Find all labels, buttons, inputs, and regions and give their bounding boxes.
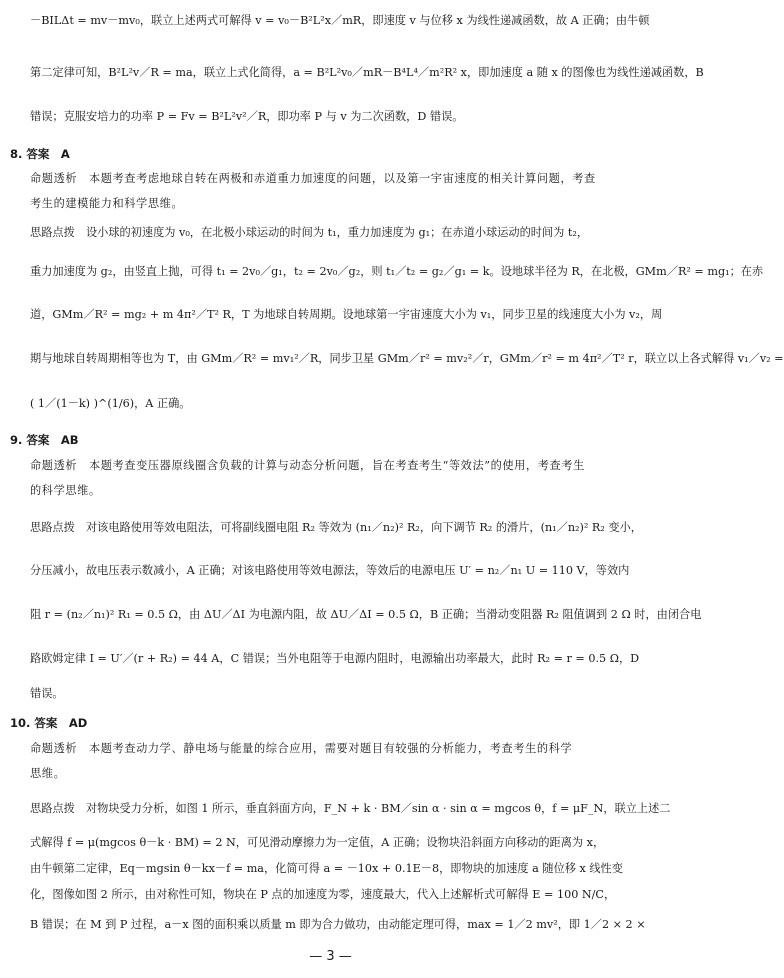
- text-line: 错误。: [30, 687, 64, 700]
- page-number: — 3 —: [309, 949, 352, 964]
- text-line: 思路点拨 对物块受力分析，如图 1 所示，垂直斜面方向，F_N + k · BM／sin α · sin α = mgcos θ，f = μF_N，联立上述二: [30, 802, 671, 815]
- text-line: 的科学思维。: [30, 484, 101, 497]
- text-line: 思路点拨 对该电路使用等效电阻法，可将副线圈电阻 R₂ 等效为 (n₁／n₂)² R₂，向下调节 R₂ 的滑片，(n₁／n₂)² R₂ 变小，: [30, 521, 642, 534]
- text-line: 错误；克服安培力的功率 P = Fv = B²L²v²／R，即功率 P 与 v 为二次函数，D 错误。: [30, 110, 464, 123]
- text-line: 命题透析 本题考查考虑地球自转在两极和赤道重力加速度的问题，以及第一宇宙速度的相关计算问题，考查: [30, 172, 596, 185]
- text-line: B 错误；在 M 到 P 过程，a－x 图的面积乘以质量 m 即为合力做功，由动能定理可得，max = 1／2 mv²，即 1／2 × 2 ×: [30, 918, 646, 931]
- text-line: 道，GMm／R² = mg₂ + m 4π²／T² R，T 为地球自转周期。设地球第一宇宙速度大小为 v₁，同步卫星的线速度大小为 v₂，周: [30, 308, 663, 321]
- text-line: 思路点拨 设小球的初速度为 v₀，在北极小球运动的时间为 t₁，重力加速度为 g₁；在赤道小球运动的时间为 t₂，: [30, 226, 589, 239]
- text-line: 考生的建模能力和科学思维。: [30, 197, 184, 210]
- text-line: 第二定律可知，B²L²v／R = ma，联立上式化简得，a = B²L²v₀／mR－B⁴L⁴／m²R² x，即加速度 a 随 x 的图像也为线性递减函数，B: [30, 66, 704, 79]
- text-line: 由牛顿第二定律，Eq－mgsin θ－kx－f = ma，化简可得 a = －10x + 0.1E－8，即物块的加速度 a 随位移 x 线性变: [30, 862, 623, 875]
- text-line: 思维。: [30, 767, 66, 780]
- answer-heading: 9. 答案 AB: [10, 433, 79, 447]
- text-line: 期与地球自转周期相等也为 T，由 GMm／R² = mv₁²／R，同步卫星 GMm／r² = mv₂²／r，GMm／r² = m 4π²／T² r，联立以上各式解得 v₁／v₂ =: [30, 352, 784, 365]
- text-line: 路欧姆定律 I = U′／(r + R₂) = 44 A，C 错误；当外电阻等于电源内阻时，电源输出功率最大，此时 R₂ = r = 0.5 Ω，D: [30, 652, 640, 665]
- text-line: ( 1／(1－k) )^(1/6)，A 正确。: [30, 397, 191, 410]
- text-line: －BILΔt = mv－mv₀，联立上述两式可解得 v = v₀－B²L²x／mR，即速度 v 与位移 x 为线性递减函数，故 A 正确；由牛顿: [30, 14, 650, 27]
- text-line: 阻 r = (n₂／n₁)² R₁ = 0.5 Ω，由 ΔU／ΔI 为电源内阻，故 ΔU／ΔI = 0.5 Ω，B 正确；当滑动变阻器 R₂ 阻值调到 2 Ω 时，由闭合电: [30, 608, 702, 621]
- answer-heading: 8. 答案 A: [10, 147, 70, 161]
- text-line: 式解得 f = μ(mgcos θ－k · BM) = 2 N，可见滑动摩擦力为一定值，A 正确；设物块沿斜面方向移动的距离为 x，: [30, 836, 605, 849]
- answer-heading: 10. 答案 AD: [10, 716, 88, 730]
- text-line: 化，图像如图 2 所示，由对称性可知，物块在 P 点的加速度为零，速度最大，代入上述解析式可解得 E = 100 N/C，: [30, 888, 616, 901]
- text-line: 分压减小，故电压表示数减小，A 正确；对该电路使用等效电源法，等效后的电源电压 U′ = n₂／n₁ U = 110 V，等效内: [30, 564, 630, 577]
- text-line: 命题透析 本题考查动力学、静电场与能量的综合应用，需要对题目有较强的分析能力，考查考生的科学: [30, 742, 573, 755]
- text-line: 命题透析 本题考查变压器原线圈含负载的计算与动态分析问题，旨在考查考生“等效法”的使用，考查考生: [30, 459, 585, 472]
- text-line: 重力加速度为 g₂，由竖直上抛，可得 t₁ = 2v₀／g₁，t₂ = 2v₀／g₂，则 t₁／t₂ = g₂／g₁ = k。设地球半径为 R，在北极，GMm／R² = mg₁；在赤: [30, 265, 764, 278]
